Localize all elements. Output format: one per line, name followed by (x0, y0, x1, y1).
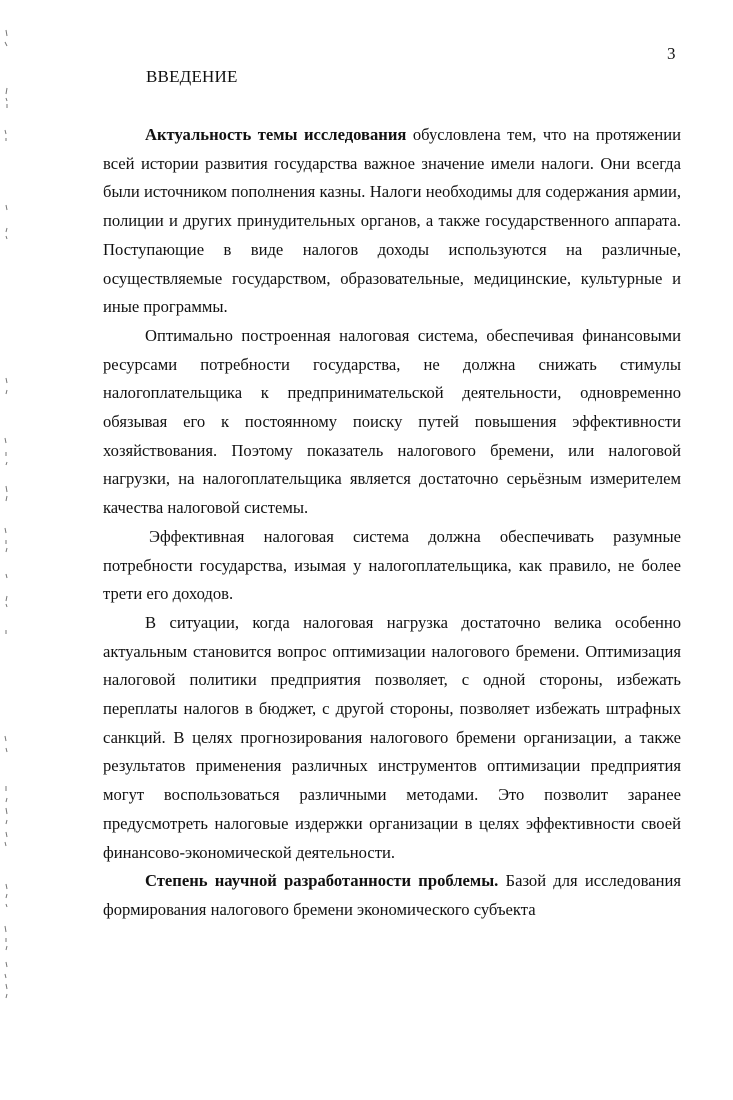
paragraph-text: Эффективная налоговая система должна обеспечивать разумные потребности государства, изымая у налогоплательщика, как правило, не более трети его доходов. (103, 526, 681, 604)
paragraph-text: обусловлена тем, что на протяжении всей истории развития государства важное значение имели налоги. Они всегда были источником пополнения казны. Налоги необходимы для содержания армии, полиции и других принудительных органов, а также государственного аппарата. Поступающие в виде налогов доходы используются на различные, осуществляемые государством, образовательные, медицинские, культурные и иные программы. (103, 125, 681, 317)
paragraph-research-degree (103, 867, 681, 924)
paragraph-effective-system (103, 523, 681, 609)
paragraph-lead: Степень научной разработанности проблемы. (145, 871, 499, 891)
paragraph-text: Базой для исследования формирования налогового бремени экономического субъекта (103, 871, 682, 919)
body-text (103, 121, 681, 925)
section-heading: ВВЕДЕНИЕ (146, 67, 238, 86)
page-number: 3 (667, 44, 676, 63)
scan-edge-marks (0, 0, 20, 1100)
paragraph-optimization (103, 609, 681, 867)
paragraph-text: В ситуации, когда налоговая нагрузка достаточно велика особенно актуальным становится вопрос оптимизации налогового бремени. Оптимизация налоговой политики предприятия позволяет, с одной стороны, избежать переплаты налогов в бюджет, с другой стороны, позволяет избежать штрафных санкций. В целях прогнозирования налогового бремени организации, а также результатов применения различных инструментов оптимизации предприятия могут воспользоваться различными методами. Это позволит заранее предусмотреть налоговые издержки организации в целях эффективности своей финансово-экономической деятельности. (103, 612, 681, 862)
paragraph-relevance (103, 121, 681, 322)
paragraph-tax-system (103, 322, 681, 523)
paragraph-lead: Актуальность темы исследования (145, 125, 407, 144)
paragraph-text: Оптимально построенная налоговая система, обеспечивая финансовыми ресурсами потребности государства, не должна снижать стимулы налогоплательщика к предпринимательской деятельности, одновременно обязывая его к постоянному поиску путей повышения эффективности хозяйствования. Поэтому показатель налогового бремени, или налоговой нагрузки, на налогоплательщика является достаточно серьёзным измерителем качества налоговой системы. (103, 325, 681, 518)
